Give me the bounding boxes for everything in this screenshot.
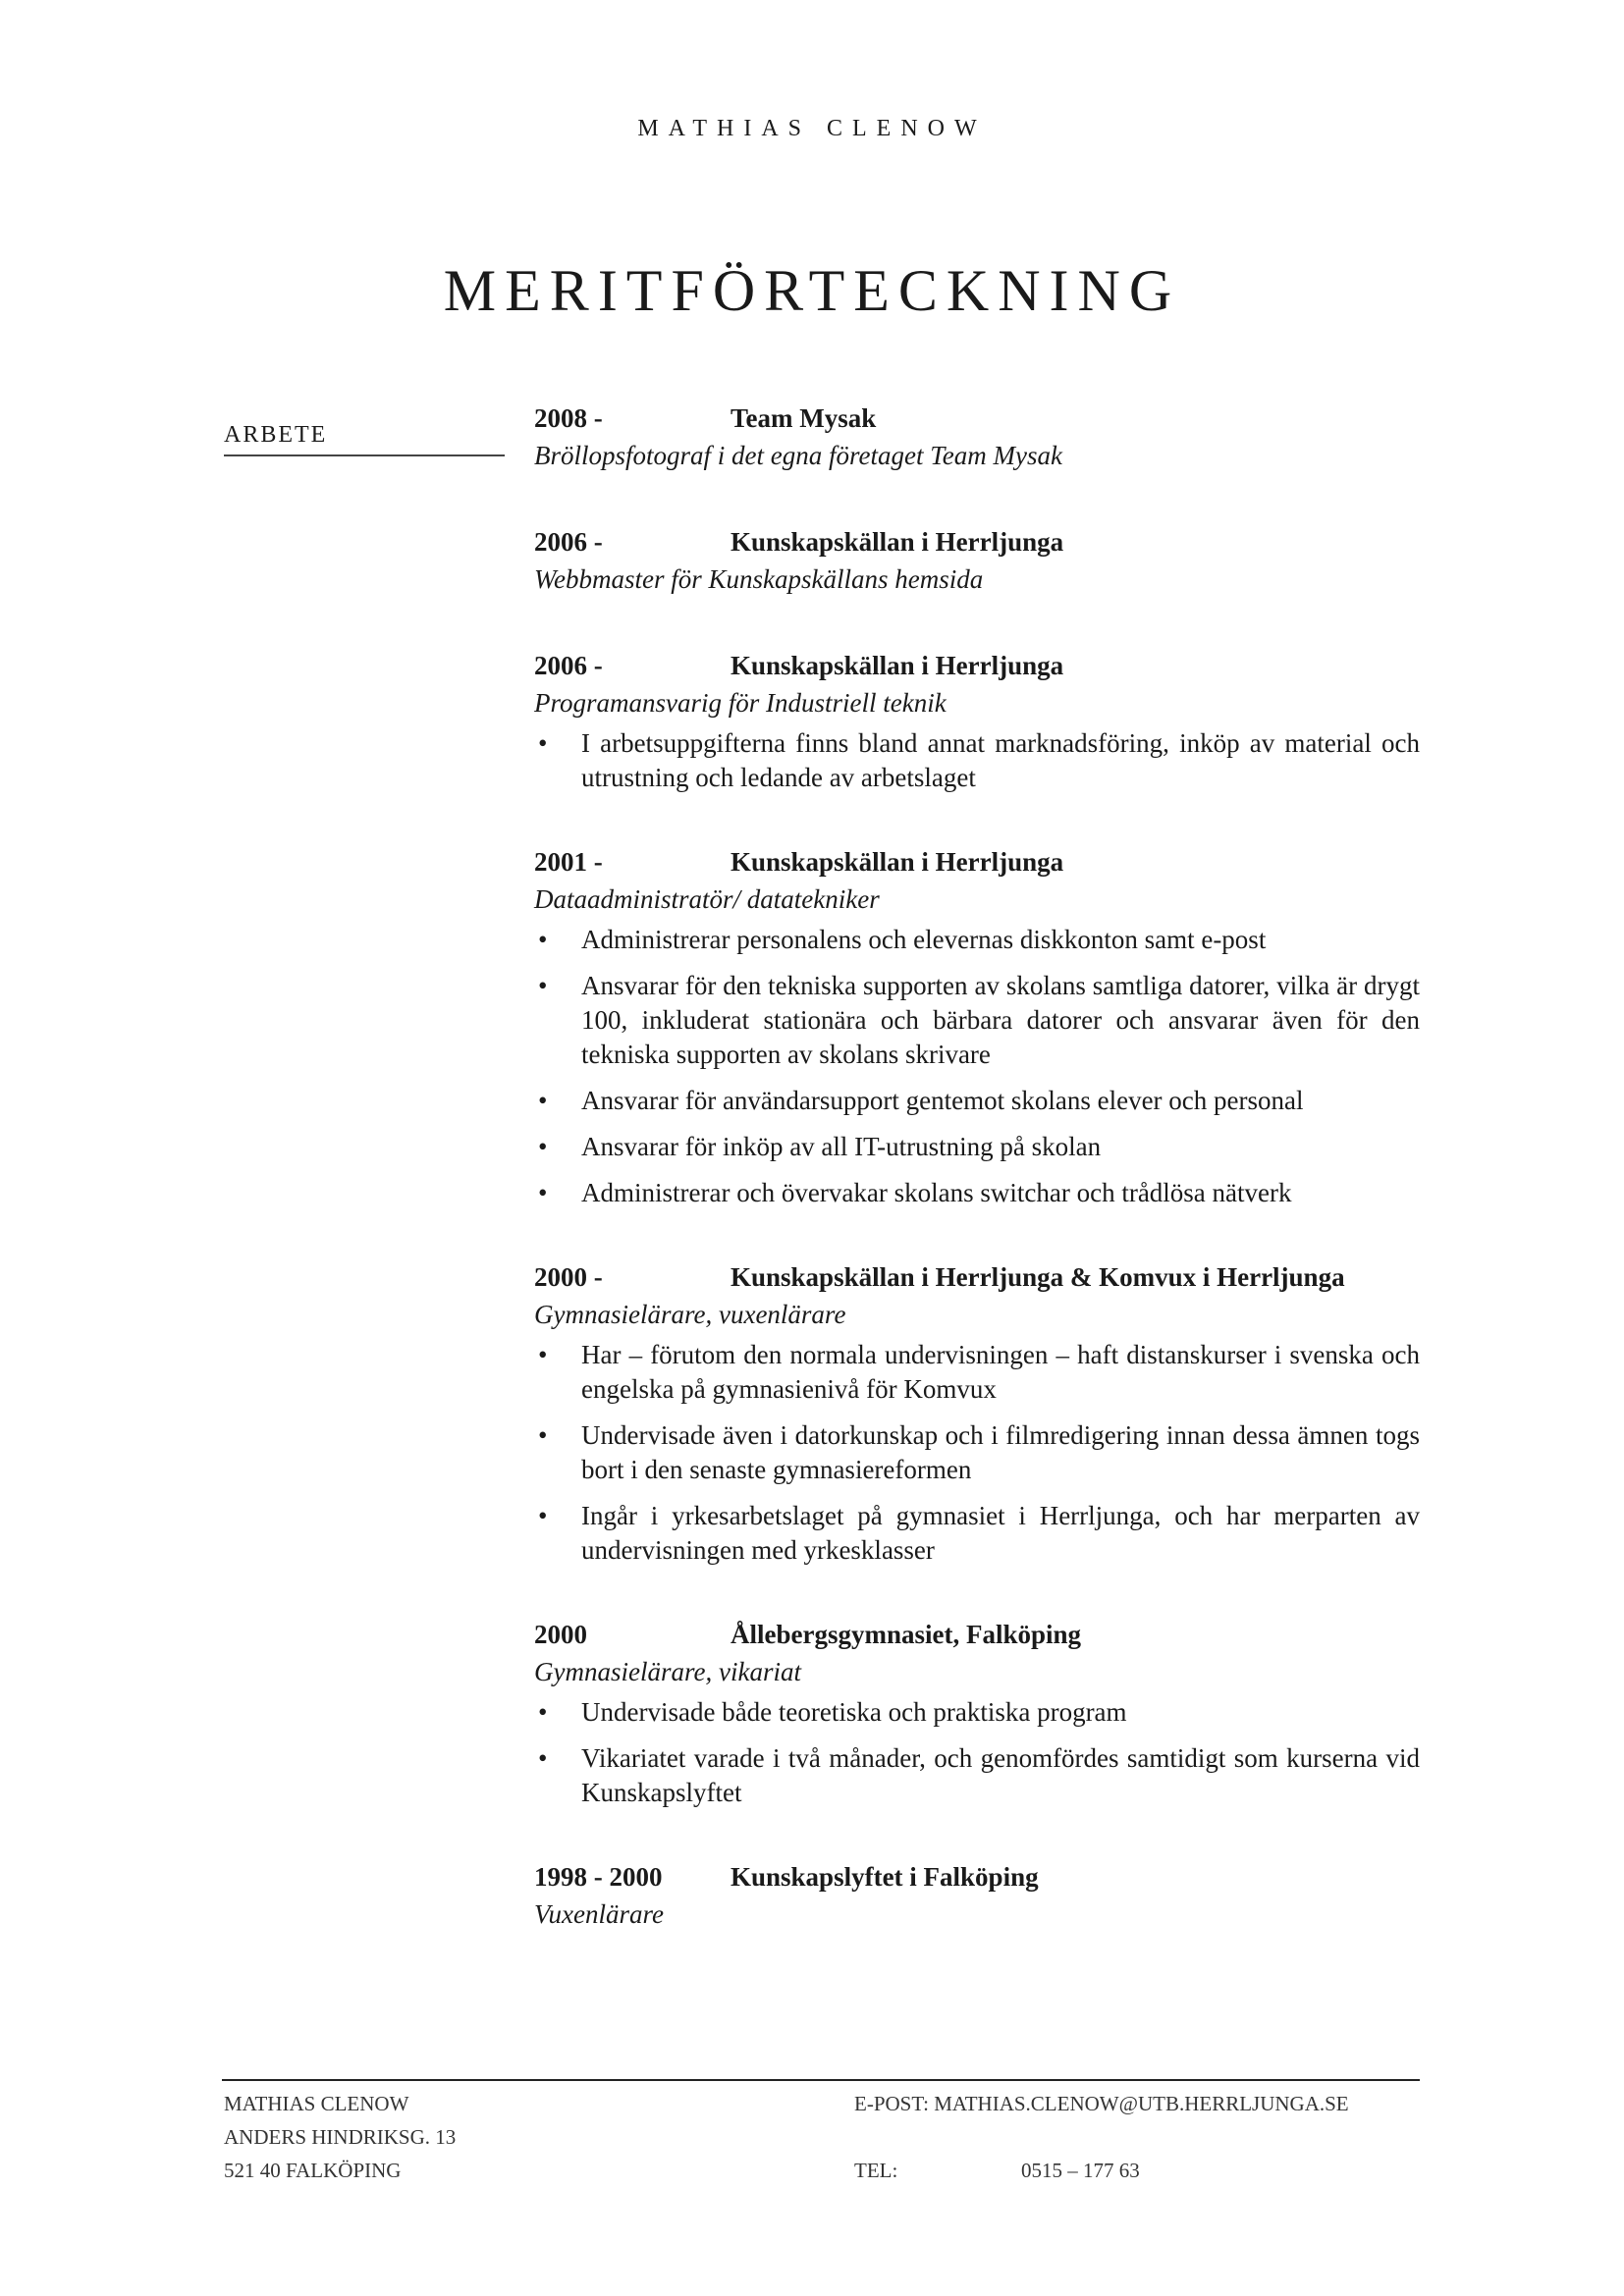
bullet-text: Administrerar personalens och elevernas diskkonton samt e-post bbox=[581, 925, 1267, 954]
work-entries bbox=[534, 400, 1420, 1983]
footer-name: MATHIAS CLENOW bbox=[224, 2092, 409, 2115]
bullet-item bbox=[534, 1338, 1420, 1407]
entry-role: Vuxenlärare bbox=[534, 1899, 664, 1929]
entry-organization: Ållebergsgymnasiet, Falköping bbox=[731, 1620, 1082, 1649]
entry-header bbox=[534, 1617, 1420, 1652]
bullet-item bbox=[534, 726, 1420, 795]
work-entry bbox=[534, 648, 1420, 795]
entry-year: 1998 - 2000 bbox=[534, 1862, 663, 1892]
entry-bullet-list bbox=[534, 1338, 1420, 1568]
bullet-icon: • bbox=[538, 1086, 548, 1115]
footer-address bbox=[224, 2087, 456, 2187]
entry-bullet-list bbox=[534, 1695, 1420, 1810]
bullet-icon: • bbox=[538, 1501, 548, 1530]
bullet-icon: • bbox=[538, 1420, 548, 1450]
bullet-text: Ingår i yrkesarbetslaget på gymnasiet i Herrljunga, och har merparten av undervisningen med yrkesklasser bbox=[581, 1501, 1420, 1565]
footer-phone-label: TEL: bbox=[854, 2159, 898, 2182]
footer-divider bbox=[222, 2079, 1420, 2081]
page-header-name: MATHIAS CLENOW bbox=[637, 116, 987, 141]
page-title: MERITFÖRTECKNING bbox=[443, 258, 1181, 323]
entry-year: 2006 - bbox=[534, 651, 603, 680]
bullet-item bbox=[534, 1695, 1420, 1730]
entry-role: Programansvarig för Industriell teknik bbox=[534, 688, 947, 718]
entry-role: Bröllopsfotograf i det egna företaget Team Mysak bbox=[534, 441, 1062, 470]
bullet-item bbox=[534, 1130, 1420, 1164]
footer-city: 521 40 FALKÖPING bbox=[224, 2159, 402, 2182]
bullet-icon: • bbox=[538, 1697, 548, 1727]
bullet-item bbox=[534, 923, 1420, 957]
bullet-text: Ansvarar för den tekniska supporten av skolans samtliga datorer, vilka är drygt 100, inkluderat stationära och bärbara datorer och ansvarar även för den tekniska supporten av skolans skrivare bbox=[581, 971, 1420, 1069]
work-entry bbox=[534, 1859, 1420, 1934]
entry-header bbox=[534, 648, 1420, 683]
section-label-work: ARBETE bbox=[224, 422, 505, 456]
bullet-text: Undervisade även i datorkunskap och i filmredigering innan dessa ämnen togs bort i den senaste gymnasiereformen bbox=[581, 1420, 1420, 1484]
work-entry bbox=[534, 844, 1420, 1210]
bullet-text: Administrerar och övervakar skolans switchar och trådlösa nätverk bbox=[581, 1178, 1292, 1207]
entry-role: Webbmaster för Kunskapskällans hemsida bbox=[534, 564, 984, 594]
bullet-text: Ansvarar för användarsupport gentemot skolans elever och personal bbox=[581, 1086, 1304, 1115]
bullet-icon: • bbox=[538, 1743, 548, 1773]
bullet-icon: • bbox=[538, 971, 548, 1000]
bullet-item bbox=[534, 969, 1420, 1072]
entry-year: 2000 - bbox=[534, 1262, 603, 1292]
bullet-icon: • bbox=[538, 925, 548, 954]
entry-year: 2008 - bbox=[534, 403, 603, 433]
bullet-text: Ansvarar för inköp av all IT-utrustning på skolan bbox=[581, 1132, 1102, 1161]
footer-street: ANDERS HINDRIKSG. 13 bbox=[224, 2125, 457, 2149]
entry-organization: Kunskapskällan i Herrljunga & Komvux i Herrljunga bbox=[731, 1262, 1345, 1292]
entry-role: Gymnasielärare, vuxenlärare bbox=[534, 1300, 846, 1329]
entry-organization: Team Mysak bbox=[731, 403, 877, 433]
entry-bullet-list bbox=[534, 923, 1420, 1210]
bullet-item bbox=[534, 1418, 1420, 1487]
work-entry bbox=[534, 524, 1420, 599]
bullet-item bbox=[534, 1741, 1420, 1810]
entry-organization: Kunskapskällan i Herrljunga bbox=[731, 527, 1064, 557]
entry-year: 2006 - bbox=[534, 527, 603, 557]
bullet-text: Vikariatet varade i två månader, och genomfördes samtidigt som kurserna vid Kunskapslyftet bbox=[581, 1743, 1420, 1807]
bullet-item bbox=[534, 1084, 1420, 1118]
bullet-icon: • bbox=[538, 1340, 548, 1369]
footer-contact bbox=[854, 2087, 1404, 2187]
work-entry bbox=[534, 400, 1420, 475]
entry-organization: Kunskapskällan i Herrljunga bbox=[731, 651, 1064, 680]
work-entry bbox=[534, 1617, 1420, 1810]
entry-year: 2001 - bbox=[534, 847, 603, 877]
entry-year: 2000 bbox=[534, 1620, 587, 1649]
footer-phone bbox=[854, 2154, 1404, 2187]
bullet-icon: • bbox=[538, 1132, 548, 1161]
entry-bullet-list bbox=[534, 726, 1420, 795]
entry-header bbox=[534, 1859, 1420, 1895]
bullet-text: I arbetsuppgifterna finns bland annat marknadsföring, inköp av material och utrustning och ledande av arbetslaget bbox=[581, 728, 1420, 792]
bullet-item bbox=[534, 1499, 1420, 1568]
entry-header bbox=[534, 844, 1420, 880]
entry-header bbox=[534, 400, 1420, 436]
bullet-text: Har – förutom den normala undervisningen – haft distanskurser i svenska och engelska på gymnasienivå för Komvux bbox=[581, 1340, 1420, 1404]
bullet-text: Undervisade både teoretiska och praktiska program bbox=[581, 1697, 1127, 1727]
footer-phone-value: 0515 – 177 63 bbox=[1021, 2159, 1140, 2182]
entry-header bbox=[534, 1259, 1420, 1295]
entry-organization: Kunskapskällan i Herrljunga bbox=[731, 847, 1064, 877]
entry-role: Gymnasielärare, vikariat bbox=[534, 1657, 801, 1686]
entry-role: Dataadministratör/ datatekniker bbox=[534, 884, 880, 914]
entry-header bbox=[534, 524, 1420, 560]
bullet-item bbox=[534, 1176, 1420, 1210]
bullet-icon: • bbox=[538, 1178, 548, 1207]
entry-organization: Kunskapslyftet i Falköping bbox=[731, 1862, 1039, 1892]
work-entry bbox=[534, 1259, 1420, 1568]
bullet-icon: • bbox=[538, 728, 548, 758]
footer-email: E-POST: MATHIAS.CLENOW@UTB.HERRLJUNGA.SE bbox=[854, 2092, 1349, 2115]
